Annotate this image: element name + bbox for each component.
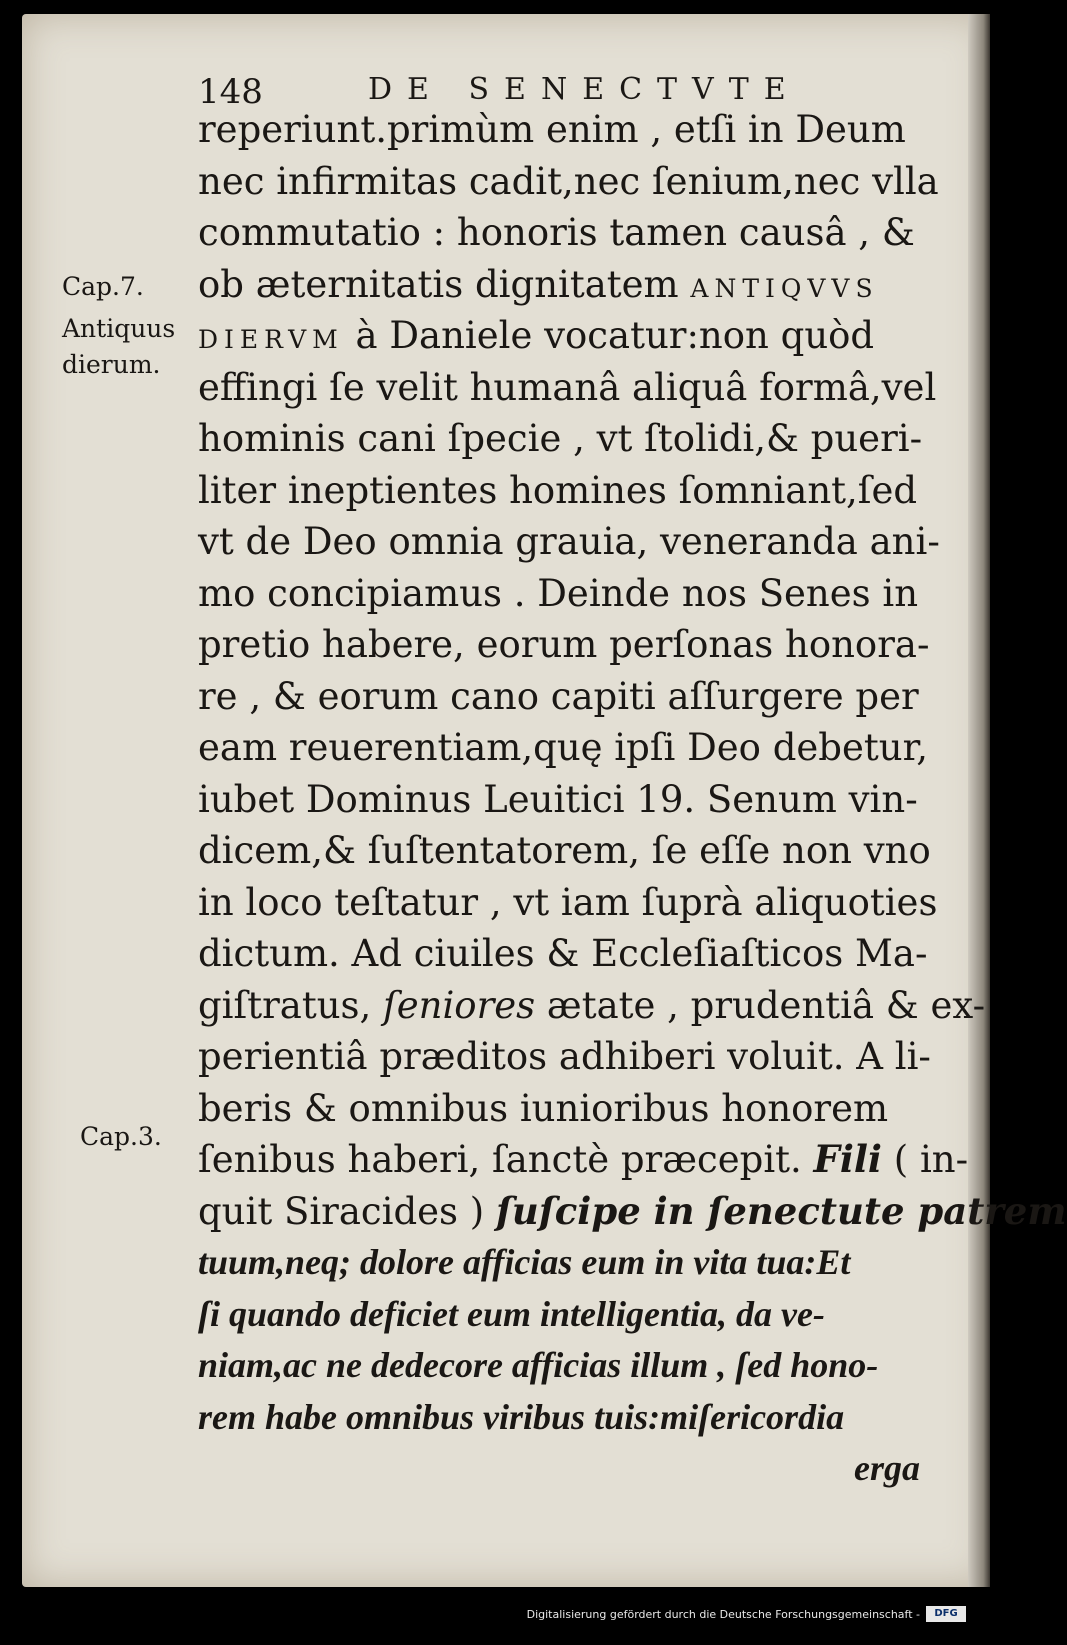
margin-note-dierum: dierum.: [62, 350, 161, 379]
text-line: beris & omnibus iunioribus honorem: [198, 1086, 889, 1130]
running-title: DE SENECTVTE: [368, 72, 801, 107]
italic-line: tuum,neq; dolore afficias eum in vita tua:Et: [198, 1242, 851, 1282]
text-line: nec infirmitas cadit,nec ſenium,nec vlla: [198, 159, 939, 203]
italic-span: ſuſcipe in ſenectute patrem: [496, 1188, 1067, 1233]
funding-credit: Digitalisierung gefördert durch die Deutsche Forschungsgemeinschaft -: [526, 1608, 920, 1621]
text-line: perientiâ præditos adhiberi voluit. A li-: [198, 1035, 931, 1078]
text-span: ob æternitatis dignitatem: [198, 262, 691, 306]
catchword: erga: [854, 1448, 920, 1488]
text-line: commutatio : honoris tamen causâ , &: [198, 211, 915, 254]
text-span: ætate , prudentiâ & ex-: [535, 983, 986, 1027]
text-span: à Daniele vocatur:non quòd: [343, 314, 875, 357]
footer-bar: [0, 1587, 1000, 1645]
small-caps-span: DIERVM: [198, 325, 344, 354]
text-span: ( in-: [881, 1138, 969, 1181]
margin-note-cap3: Cap.3.: [80, 1122, 162, 1151]
text-line: reperiunt.primùm enim , etſi in Deum: [198, 108, 906, 151]
text-line: effingi ſe velit humanâ aliquâ formâ,vel: [198, 365, 937, 409]
text-span: quit Siracides ): [198, 1189, 496, 1233]
margin-note-cap7: Cap.7.: [62, 272, 144, 301]
text-line: [198, 259, 934, 311]
text-line: mo concipiamus . Deinde nos Senes in: [198, 571, 919, 615]
italic-span: ſeniores: [383, 983, 536, 1027]
margin-note-antiquus: Antiquus: [62, 314, 176, 343]
book-spine: [968, 14, 990, 1587]
italic-line: niam,ac ne dedecore afficias illum , ſed hono-: [198, 1345, 879, 1385]
text-line: pretio habere, eorum perſonas honora-: [198, 623, 930, 666]
text-line: re , & eorum cano capiti aſſurgere per: [198, 674, 919, 718]
italic-line: ſi quando deficiet eum intelligentia, da ve-: [198, 1293, 825, 1334]
text-line: [198, 310, 934, 362]
text-line: eam reuerentiam,quę ipſi Deo debetur,: [198, 726, 928, 769]
text-line: [198, 1186, 1067, 1238]
small-caps-span: ANTIQVVS: [690, 273, 879, 303]
text-line: in loco teſtatur , vt iam ſuprà aliquoties: [198, 880, 938, 924]
dfg-logo: DFG: [926, 1606, 966, 1622]
text-line: vt de Deo omnia grauia, veneranda ani-: [198, 520, 940, 563]
italic-line: rem habe omnibus viribus tuis:miſericordia: [198, 1396, 845, 1437]
page-number: 148: [198, 72, 263, 112]
italic-span: Fili: [813, 1137, 882, 1181]
text-span: giſtratus,: [198, 983, 384, 1027]
text-line: [198, 980, 986, 1032]
text-line: hominis cani ſpecie , vt ſtolidi,& pueri-: [198, 417, 923, 460]
text-line: [198, 1134, 969, 1186]
book-page: [22, 14, 1067, 1587]
text-line: dictum. Ad ciuiles & Eccleſiaſticos Ma-: [198, 932, 928, 975]
text-span: ſenibus haberi, ſanctè præcepit.: [198, 1138, 814, 1181]
text-line: liter ineptientes homines ſomniant,ſed: [198, 468, 918, 512]
text-line: dicem,& ſuſtentatorem, ſe eſſe non vno: [198, 829, 931, 872]
body-text: [198, 104, 1067, 1495]
text-line: iubet Dominus Leuitici 19. Senum vin-: [198, 777, 918, 821]
